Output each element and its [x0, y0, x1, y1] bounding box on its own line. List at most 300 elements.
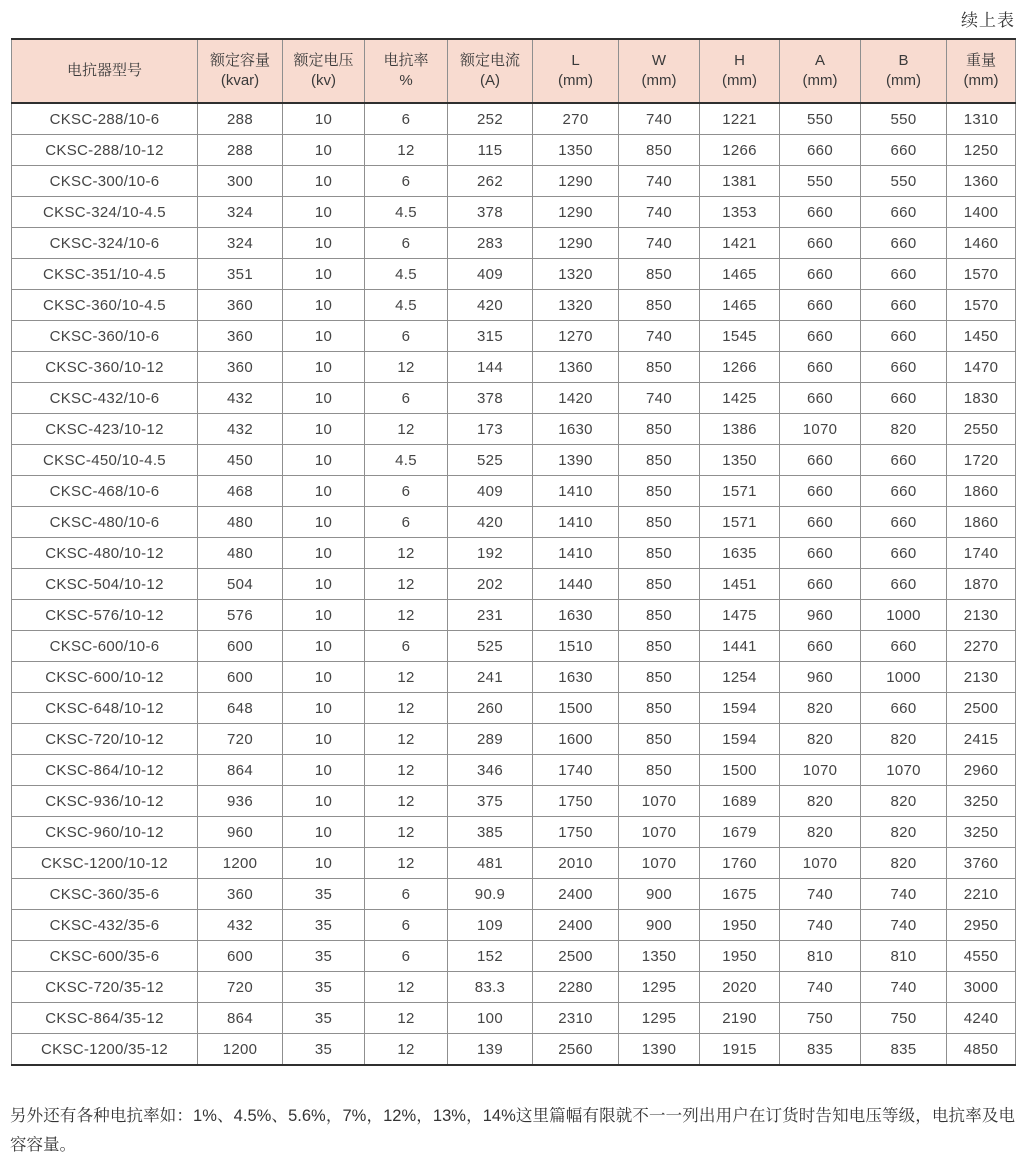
table-row	[12, 910, 1016, 941]
cell-value: 100	[448, 1003, 533, 1034]
cell-value: 2500	[533, 941, 619, 972]
cell-value: 820	[861, 414, 947, 445]
table-row	[12, 414, 1016, 445]
cell-value: 12	[365, 135, 448, 166]
cell-value: 12	[365, 1034, 448, 1066]
cell-value: 900	[619, 910, 700, 941]
cell-value: 12	[365, 569, 448, 600]
cell-value: 3000	[947, 972, 1016, 1003]
cell-value: 90.9	[448, 879, 533, 910]
cell-value: 1571	[700, 507, 780, 538]
cell-value: 1750	[533, 786, 619, 817]
cell-value: 10	[283, 197, 365, 228]
cell-value: 864	[198, 755, 283, 786]
cell-value: 10	[283, 848, 365, 879]
cell-value: 10	[283, 352, 365, 383]
cell-value: 660	[861, 259, 947, 290]
cell-value: 740	[619, 321, 700, 352]
column-header-5: L (mm)	[533, 39, 619, 103]
cell-value: 1465	[700, 259, 780, 290]
cell-value: 1410	[533, 538, 619, 569]
cell-value: 660	[780, 445, 861, 476]
cell-value: 6	[365, 166, 448, 197]
cell-value: 660	[780, 507, 861, 538]
cell-value: 850	[619, 352, 700, 383]
cell-value: 660	[780, 259, 861, 290]
cell-value: 660	[861, 290, 947, 321]
cell-value: 660	[861, 569, 947, 600]
cell-value: 740	[619, 103, 700, 135]
table-row	[12, 135, 1016, 166]
cell-model: CKSC-720/10-12	[12, 724, 198, 755]
cell-model: CKSC-300/10-6	[12, 166, 198, 197]
cell-value: 2560	[533, 1034, 619, 1066]
cell-value: 660	[861, 476, 947, 507]
cell-value: 660	[861, 135, 947, 166]
cell-model: CKSC-360/10-6	[12, 321, 198, 352]
cell-value: 4.5	[365, 197, 448, 228]
cell-model: CKSC-648/10-12	[12, 693, 198, 724]
table-row	[12, 290, 1016, 321]
cell-value: 385	[448, 817, 533, 848]
cell-value: 1470	[947, 352, 1016, 383]
cell-value: 720	[198, 724, 283, 755]
cell-value: 750	[780, 1003, 861, 1034]
cell-value: 1310	[947, 103, 1016, 135]
table-header-row	[12, 39, 1016, 103]
cell-model: CKSC-576/10-12	[12, 600, 198, 631]
cell-value: 740	[619, 166, 700, 197]
cell-value: 375	[448, 786, 533, 817]
cell-value: 960	[198, 817, 283, 848]
cell-value: 12	[365, 817, 448, 848]
cell-value: 660	[780, 321, 861, 352]
cell-value: 1221	[700, 103, 780, 135]
table-row	[12, 103, 1016, 135]
cell-model: CKSC-480/10-12	[12, 538, 198, 569]
cell-value: 378	[448, 197, 533, 228]
cell-value: 1254	[700, 662, 780, 693]
cell-value: 1465	[700, 290, 780, 321]
cell-value: 1500	[700, 755, 780, 786]
cell-value: 1360	[947, 166, 1016, 197]
column-header-0: 电抗器型号	[12, 39, 198, 103]
cell-model: CKSC-936/10-12	[12, 786, 198, 817]
cell-value: 12	[365, 414, 448, 445]
cell-value: 1545	[700, 321, 780, 352]
cell-value: 820	[780, 817, 861, 848]
cell-value: 12	[365, 786, 448, 817]
column-header-3: 电抗率 %	[365, 39, 448, 103]
cell-model: CKSC-450/10-4.5	[12, 445, 198, 476]
cell-value: 1740	[533, 755, 619, 786]
cell-value: 740	[861, 972, 947, 1003]
cell-value: 324	[198, 197, 283, 228]
cell-value: 12	[365, 755, 448, 786]
cell-value: 12	[365, 1003, 448, 1034]
cell-value: 1475	[700, 600, 780, 631]
cell-value: 1860	[947, 476, 1016, 507]
cell-value: 10	[283, 569, 365, 600]
cell-value: 1070	[619, 786, 700, 817]
cell-value: 262	[448, 166, 533, 197]
cell-value: 1266	[700, 352, 780, 383]
cell-value: 900	[619, 879, 700, 910]
table-row	[12, 662, 1016, 693]
cell-value: 1295	[619, 1003, 700, 1034]
cell-value: 1390	[619, 1034, 700, 1066]
cell-value: 1350	[619, 941, 700, 972]
cell-value: 835	[780, 1034, 861, 1066]
cell-value: 600	[198, 941, 283, 972]
cell-value: 10	[283, 724, 365, 755]
cell-value: 1410	[533, 476, 619, 507]
cell-value: 35	[283, 910, 365, 941]
cell-value: 6	[365, 631, 448, 662]
cell-value: 660	[780, 383, 861, 414]
cell-value: 1451	[700, 569, 780, 600]
table-row	[12, 724, 1016, 755]
cell-model: CKSC-720/35-12	[12, 972, 198, 1003]
cell-value: 6	[365, 103, 448, 135]
cell-value: 864	[198, 1003, 283, 1034]
cell-value: 481	[448, 848, 533, 879]
cell-value: 660	[780, 538, 861, 569]
cell-value: 10	[283, 817, 365, 848]
table-row	[12, 631, 1016, 662]
cell-value: 6	[365, 321, 448, 352]
cell-model: CKSC-360/35-6	[12, 879, 198, 910]
cell-value: 6	[365, 383, 448, 414]
cell-value: 820	[780, 693, 861, 724]
table-row	[12, 476, 1016, 507]
cell-value: 3250	[947, 786, 1016, 817]
cell-value: 4850	[947, 1034, 1016, 1066]
cell-value: 6	[365, 507, 448, 538]
cell-value: 432	[198, 383, 283, 414]
cell-model: CKSC-288/10-6	[12, 103, 198, 135]
cell-value: 660	[780, 631, 861, 662]
cell-value: 351	[198, 259, 283, 290]
cell-value: 1594	[700, 693, 780, 724]
cell-value: 1689	[700, 786, 780, 817]
cell-value: 740	[619, 197, 700, 228]
cell-value: 1500	[533, 693, 619, 724]
cell-value: 2550	[947, 414, 1016, 445]
cell-model: CKSC-423/10-12	[12, 414, 198, 445]
cell-value: 740	[619, 228, 700, 259]
cell-value: 260	[448, 693, 533, 724]
cell-value: 35	[283, 879, 365, 910]
table-row	[12, 941, 1016, 972]
cell-value: 600	[198, 631, 283, 662]
cell-value: 2210	[947, 879, 1016, 910]
cell-value: 6	[365, 879, 448, 910]
cell-value: 409	[448, 259, 533, 290]
cell-value: 6	[365, 476, 448, 507]
cell-value: 1950	[700, 941, 780, 972]
cell-value: 1266	[700, 135, 780, 166]
table-row	[12, 228, 1016, 259]
cell-model: CKSC-960/10-12	[12, 817, 198, 848]
cell-model: CKSC-864/10-12	[12, 755, 198, 786]
cell-value: 1400	[947, 197, 1016, 228]
cell-value: 360	[198, 879, 283, 910]
cell-value: 35	[283, 1034, 365, 1066]
table-row	[12, 1003, 1016, 1034]
cell-value: 850	[619, 414, 700, 445]
table-body	[12, 103, 1016, 1065]
cell-value: 35	[283, 972, 365, 1003]
cell-value: 324	[198, 228, 283, 259]
cell-value: 740	[861, 910, 947, 941]
cell-value: 10	[283, 631, 365, 662]
cell-value: 1290	[533, 166, 619, 197]
column-header-9: B (mm)	[861, 39, 947, 103]
cell-value: 202	[448, 569, 533, 600]
cell-value: 1594	[700, 724, 780, 755]
cell-value: 83.3	[448, 972, 533, 1003]
cell-value: 283	[448, 228, 533, 259]
cell-value: 10	[283, 507, 365, 538]
cell-value: 1381	[700, 166, 780, 197]
footer-note: 另外还有各种电抗率如：1%、4.5%、5.6%，7%，12%，13%，14%这里篇幅有限就不一一列出用户在订货时告知电压等级，电抗率及电容容量。	[10, 1107, 1015, 1154]
cell-value: 2130	[947, 662, 1016, 693]
cell-value: 1635	[700, 538, 780, 569]
cell-value: 10	[283, 383, 365, 414]
cell-value: 750	[861, 1003, 947, 1034]
cell-value: 480	[198, 507, 283, 538]
cell-value: 820	[861, 786, 947, 817]
table-row	[12, 569, 1016, 600]
cell-value: 850	[619, 476, 700, 507]
cell-value: 480	[198, 538, 283, 569]
cell-value: 1350	[700, 445, 780, 476]
cell-value: 1270	[533, 321, 619, 352]
cell-value: 850	[619, 538, 700, 569]
cell-value: 1630	[533, 600, 619, 631]
cell-model: CKSC-600/35-6	[12, 941, 198, 972]
cell-value: 420	[448, 507, 533, 538]
cell-value: 1000	[861, 662, 947, 693]
cell-value: 10	[283, 135, 365, 166]
cell-value: 35	[283, 1003, 365, 1034]
cell-value: 1320	[533, 259, 619, 290]
table-row	[12, 972, 1016, 1003]
cell-value: 1720	[947, 445, 1016, 476]
cell-value: 115	[448, 135, 533, 166]
cell-value: 820	[861, 817, 947, 848]
cell-model: CKSC-504/10-12	[12, 569, 198, 600]
cell-value: 850	[619, 259, 700, 290]
cell-value: 288	[198, 135, 283, 166]
cell-value: 1290	[533, 228, 619, 259]
cell-value: 1000	[861, 600, 947, 631]
cell-model: CKSC-324/10-4.5	[12, 197, 198, 228]
cell-value: 1420	[533, 383, 619, 414]
cell-value: 378	[448, 383, 533, 414]
cell-value: 1425	[700, 383, 780, 414]
cell-value: 660	[861, 321, 947, 352]
cell-value: 1600	[533, 724, 619, 755]
cell-value: 1200	[198, 1034, 283, 1066]
cell-value: 1070	[619, 848, 700, 879]
cell-value: 2010	[533, 848, 619, 879]
cell-value: 504	[198, 569, 283, 600]
cell-value: 660	[861, 631, 947, 662]
cell-value: 660	[780, 569, 861, 600]
cell-value: 10	[283, 321, 365, 352]
cell-value: 820	[861, 848, 947, 879]
cell-value: 10	[283, 755, 365, 786]
cell-value: 810	[780, 941, 861, 972]
cell-value: 525	[448, 631, 533, 662]
cell-value: 2270	[947, 631, 1016, 662]
cell-value: 740	[861, 879, 947, 910]
cell-value: 1320	[533, 290, 619, 321]
cell-value: 1250	[947, 135, 1016, 166]
cell-value: 850	[619, 693, 700, 724]
cell-value: 1870	[947, 569, 1016, 600]
cell-value: 850	[619, 755, 700, 786]
cell-model: CKSC-360/10-12	[12, 352, 198, 383]
cell-value: 432	[198, 910, 283, 941]
cell-value: 450	[198, 445, 283, 476]
cell-value: 740	[780, 972, 861, 1003]
cell-value: 2280	[533, 972, 619, 1003]
cell-value: 740	[780, 879, 861, 910]
cell-model: CKSC-324/10-6	[12, 228, 198, 259]
cell-value: 1290	[533, 197, 619, 228]
cell-value: 10	[283, 259, 365, 290]
cell-value: 2400	[533, 879, 619, 910]
cell-value: 4.5	[365, 259, 448, 290]
cell-value: 12	[365, 693, 448, 724]
cell-value: 2310	[533, 1003, 619, 1034]
cell-value: 648	[198, 693, 283, 724]
cell-value: 1440	[533, 569, 619, 600]
table-row	[12, 848, 1016, 879]
cell-value: 4240	[947, 1003, 1016, 1034]
cell-value: 660	[780, 135, 861, 166]
cell-value: 660	[780, 476, 861, 507]
cell-value: 2500	[947, 693, 1016, 724]
table-row	[12, 600, 1016, 631]
cell-value: 270	[533, 103, 619, 135]
cell-value: 1450	[947, 321, 1016, 352]
table-row	[12, 383, 1016, 414]
table-row	[12, 879, 1016, 910]
cell-value: 360	[198, 352, 283, 383]
cell-model: CKSC-360/10-4.5	[12, 290, 198, 321]
column-header-2: 额定电压 (kv)	[283, 39, 365, 103]
cell-value: 10	[283, 445, 365, 476]
cell-value: 550	[861, 103, 947, 135]
cell-value: 1570	[947, 290, 1016, 321]
cell-value: 252	[448, 103, 533, 135]
cell-value: 4.5	[365, 445, 448, 476]
table-row	[12, 1034, 1016, 1066]
cell-value: 1950	[700, 910, 780, 941]
cell-value: 660	[861, 197, 947, 228]
cell-value: 1675	[700, 879, 780, 910]
cell-value: 1350	[533, 135, 619, 166]
cell-value: 550	[780, 103, 861, 135]
cell-value: 850	[619, 507, 700, 538]
cell-value: 1740	[947, 538, 1016, 569]
cell-value: 1410	[533, 507, 619, 538]
cell-value: 1570	[947, 259, 1016, 290]
cell-value: 192	[448, 538, 533, 569]
cell-value: 850	[619, 600, 700, 631]
cell-value: 960	[780, 662, 861, 693]
cell-value: 1200	[198, 848, 283, 879]
cell-value: 660	[861, 383, 947, 414]
cell-value: 660	[861, 445, 947, 476]
cell-model: CKSC-864/35-12	[12, 1003, 198, 1034]
cell-value: 820	[861, 724, 947, 755]
cell-value: 4.5	[365, 290, 448, 321]
cell-model: CKSC-480/10-6	[12, 507, 198, 538]
cell-value: 10	[283, 538, 365, 569]
cell-model: CKSC-468/10-6	[12, 476, 198, 507]
cell-value: 660	[861, 538, 947, 569]
cell-value: 10	[283, 228, 365, 259]
cell-value: 1386	[700, 414, 780, 445]
cell-value: 10	[283, 662, 365, 693]
cell-value: 660	[780, 352, 861, 383]
cell-value: 6	[365, 941, 448, 972]
cell-model: CKSC-432/35-6	[12, 910, 198, 941]
cell-value: 1679	[700, 817, 780, 848]
cell-value: 3250	[947, 817, 1016, 848]
cell-value: 144	[448, 352, 533, 383]
cell-value: 2415	[947, 724, 1016, 755]
table-row	[12, 166, 1016, 197]
cell-value: 600	[198, 662, 283, 693]
column-header-1: 额定容量 (kvar)	[198, 39, 283, 103]
cell-value: 1421	[700, 228, 780, 259]
cell-value: 720	[198, 972, 283, 1003]
cell-value: 468	[198, 476, 283, 507]
cell-value: 850	[619, 662, 700, 693]
cell-value: 4550	[947, 941, 1016, 972]
reactor-spec-table	[11, 38, 1016, 1066]
cell-value: 550	[780, 166, 861, 197]
cell-model: CKSC-600/10-6	[12, 631, 198, 662]
table-row	[12, 817, 1016, 848]
cell-value: 10	[283, 693, 365, 724]
cell-value: 850	[619, 445, 700, 476]
cell-value: 1070	[780, 755, 861, 786]
cell-value: 12	[365, 538, 448, 569]
cell-value: 173	[448, 414, 533, 445]
table-row	[12, 755, 1016, 786]
table-row	[12, 197, 1016, 228]
cell-value: 409	[448, 476, 533, 507]
cell-value: 300	[198, 166, 283, 197]
table-row	[12, 507, 1016, 538]
cell-value: 850	[619, 290, 700, 321]
cell-value: 10	[283, 600, 365, 631]
cell-value: 139	[448, 1034, 533, 1066]
cell-value: 288	[198, 103, 283, 135]
cell-value: 2960	[947, 755, 1016, 786]
cell-value: 420	[448, 290, 533, 321]
cell-value: 660	[780, 197, 861, 228]
cell-value: 3760	[947, 848, 1016, 879]
cell-value: 432	[198, 414, 283, 445]
